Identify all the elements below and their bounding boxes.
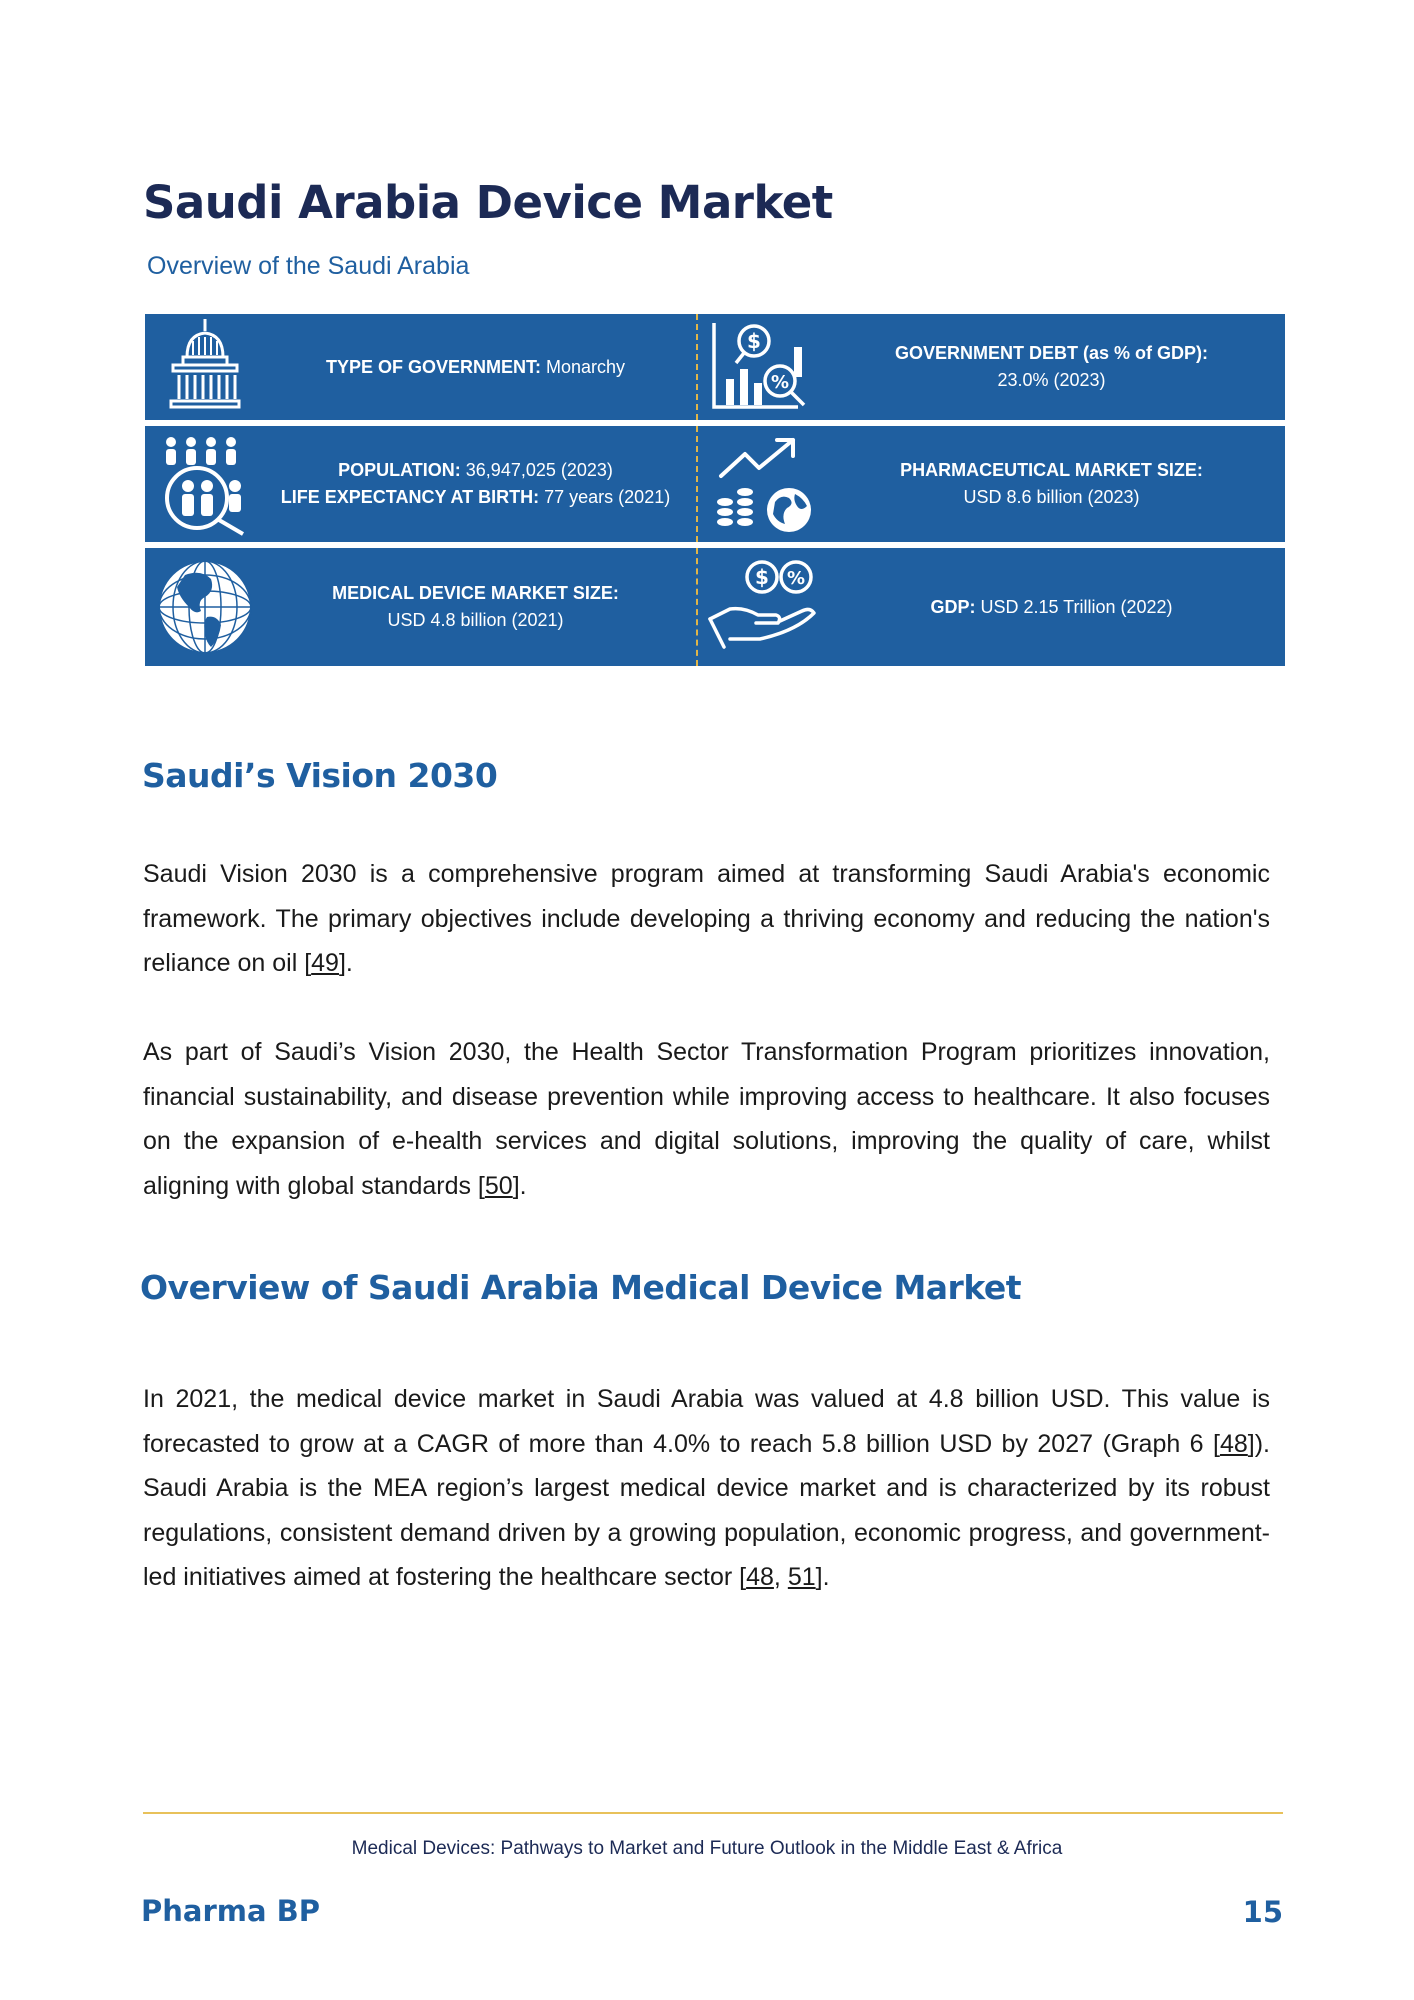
market-text-end: ]. xyxy=(815,1563,830,1591)
pharma-text xyxy=(828,457,1285,511)
country-info-table xyxy=(145,314,1285,666)
market-text-a: In 2021, the medical device market in Saudi Arabia was valued at 4.8 billion USD. This value is forecasted to grow at a CAGR of more than 4.0% to reach 5.8 billion USD by 2027 (Graph 6 [ xyxy=(143,1385,1270,1458)
government-text xyxy=(265,354,696,381)
financial-analysis-icon xyxy=(698,314,828,420)
vision-p2-end: ]. xyxy=(512,1171,527,1200)
device-text xyxy=(265,580,696,634)
footer-brand: Pharma BP xyxy=(141,1894,321,1928)
pharma-label: PHARMACEUTICAL MARKET SIZE: xyxy=(900,460,1203,480)
market-heading: Overview of Saudi Arabia Medical Device Market xyxy=(140,1268,1022,1307)
gdp-value: USD 2.15 Trillion (2022) xyxy=(980,596,1173,617)
market-paragraph xyxy=(143,1377,1270,1600)
gdp-text xyxy=(828,594,1285,621)
gdp-label: GDP: xyxy=(930,596,976,617)
svg-text:$: $ xyxy=(747,329,761,353)
citation-separator: , xyxy=(773,1563,788,1591)
svg-text:%: % xyxy=(770,372,790,393)
info-row xyxy=(145,548,1285,666)
device-value: USD 4.8 billion (2021) xyxy=(387,610,564,630)
vision-paragraph-1 xyxy=(143,852,1270,986)
life-expectancy-label: LIFE EXPECTANCY AT BIRTH: xyxy=(280,487,540,507)
citation-link-49[interactable]: 49 xyxy=(311,949,339,977)
population-label: POPULATION: xyxy=(338,460,461,480)
svg-text:$: $ xyxy=(755,565,769,589)
footer-caption: Medical Devices: Pathways to Market and Future Outlook in the Middle East & Africa xyxy=(351,1838,1063,1859)
pharma-value: USD 8.6 billion (2023) xyxy=(963,487,1140,507)
page-subtitle: Overview of the Saudi Arabia xyxy=(147,252,470,280)
population-search-icon xyxy=(145,426,265,542)
vision-p1-text: Saudi Vision 2030 is a comprehensive program aimed at transforming Saudi Arabia's economic framework. The primary objectives include developing a thriving economy and reducing the nation's reliance on oil [ xyxy=(143,860,1270,977)
vision-p2-text: As part of Saudi’s Vision 2030, the Health Sector Transformation Program prioritizes innovation, financial sustainability, and disease prevention while improving access to healthcare. It also focuses on the expansion of e-health services and digital solutions, improving the quality of care, whilst aligning with global standards [ xyxy=(143,1038,1270,1200)
government-label: TYPE OF GOVERNMENT: xyxy=(325,356,541,377)
debt-cell xyxy=(698,314,1285,420)
gdp-cell xyxy=(698,548,1285,666)
citation-link-48[interactable]: 48 xyxy=(1219,1429,1248,1458)
growth-globe-icon xyxy=(698,426,828,542)
footer-divider xyxy=(143,1812,1283,1814)
pharma-cell xyxy=(698,426,1285,542)
vision-p1-end: ]. xyxy=(338,949,353,977)
vision-heading: Saudi’s Vision 2030 xyxy=(142,756,498,795)
population-text xyxy=(265,457,696,511)
debt-value: 23.0% (2023) xyxy=(997,370,1106,390)
device-cell xyxy=(145,548,698,666)
svg-text:%: % xyxy=(786,568,806,589)
debt-text xyxy=(828,340,1285,394)
page-number: 15 xyxy=(1242,1895,1283,1929)
life-expectancy-value: 77 years (2021) xyxy=(544,487,671,507)
government-value: Monarchy xyxy=(546,356,626,377)
hand-money-icon xyxy=(698,548,828,666)
population-value: 36,947,025 (2023) xyxy=(465,460,613,480)
market-text-b: ]). Saudi Arabia is the MEA region’s largest medical device market and is characterized by its robust regulations, consistent demand driven by a growing population, economic progress, and government-led initiatives aimed at fostering the healthcare sector [ xyxy=(143,1429,1270,1591)
debt-label: GOVERNMENT DEBT (as % of GDP): xyxy=(894,343,1208,363)
citation-link-51[interactable]: 51 xyxy=(787,1563,816,1591)
population-cell xyxy=(145,426,698,542)
capitol-building-icon xyxy=(145,314,265,420)
globe-icon xyxy=(145,548,265,666)
info-row xyxy=(145,426,1285,542)
info-row xyxy=(145,314,1285,420)
government-cell xyxy=(145,314,698,420)
page-title: Saudi Arabia Device Market xyxy=(143,176,833,229)
device-label: MEDICAL DEVICE MARKET SIZE: xyxy=(332,583,619,603)
citation-link-48-second[interactable]: 48 xyxy=(746,1563,774,1591)
citation-link-50[interactable]: 50 xyxy=(484,1171,513,1200)
vision-paragraph-2 xyxy=(143,1030,1270,1208)
